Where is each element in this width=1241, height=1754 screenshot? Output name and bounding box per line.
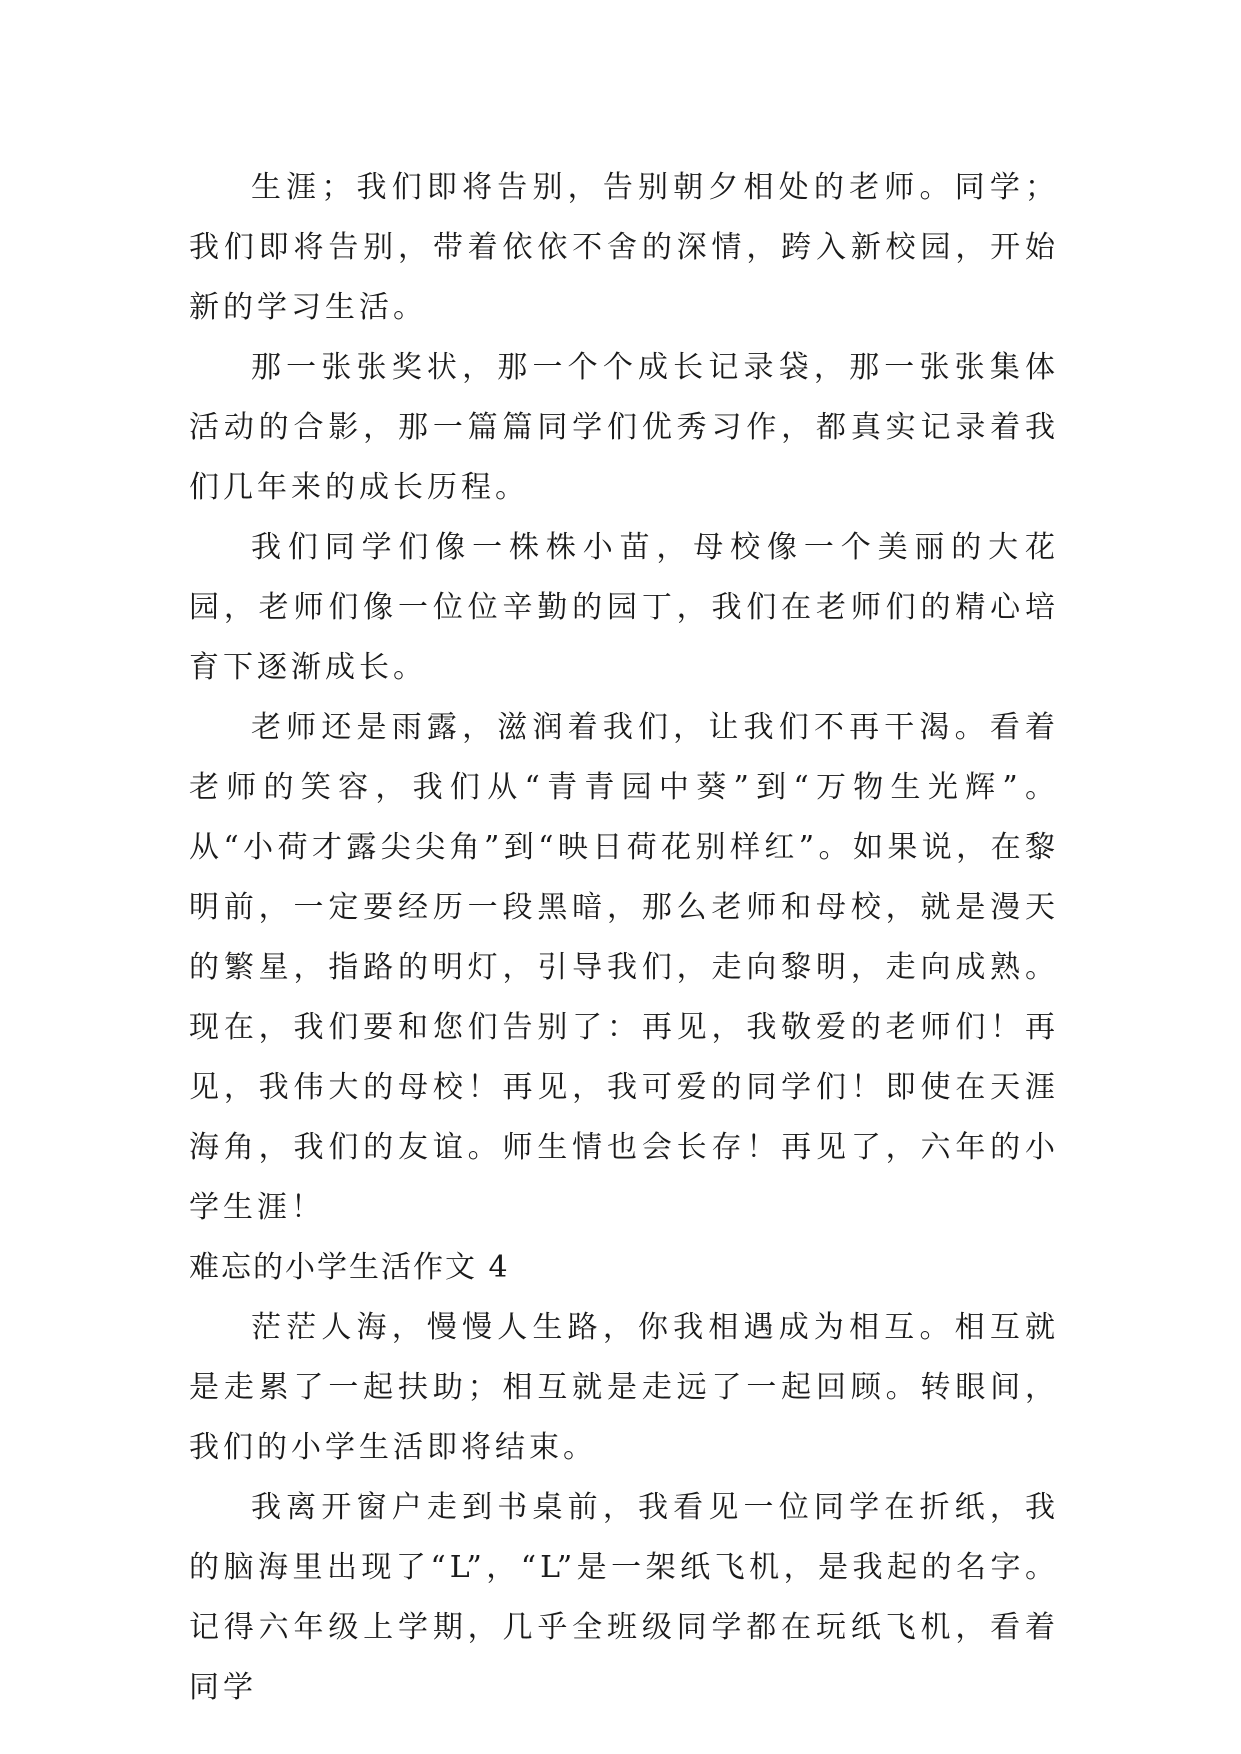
document-body [189,158,1059,1718]
paragraph: 我们同学们像一株株小苗，母校像一个美丽的大花园，老师们像一位位辛勤的园丁，我们在老师们的精心培育下逐渐成长。 [189,530,1059,685]
paragraph: 茫茫人海，慢慢人生路，你我相遇成为相互。相互就是走累了一起扶助；相互就是走远了一起回顾。转眼间，我们的小学生活即将结束。 [189,1310,1059,1465]
paragraph: 那一张张奖状，那一个个成长记录袋，那一张张集体活动的合影，那一篇篇同学们优秀习作，都真实记录着我们几年来的成长历程。 [189,350,1059,505]
paragraph: 我离开窗户走到书桌前，我看见一位同学在折纸，我的脑海里出现了“L”，“L”是一架纸飞机，是我起的名字。记得六年级上学期，几乎全班级同学都在玩纸飞机，看着同学 [189,1490,1059,1705]
paragraph: 老师还是雨露，滋润着我们，让我们不再干渴。看着老师的笑容，我们从“青青园中葵”到“万物生光辉”。从“小荷才露尖尖角”到“映日荷花别样红”。如果说，在黎明前，一定要经历一段黑暗，那么老师和母校，就是漫天的繁星，指路的明灯，引导我们，走向黎明，走向成熟。现在，我们要和您们告别了：再见，我敬爱的老师们！再见，我伟大的母校！再见，我可爱的同学们！即使在天涯海角，我们的友谊。师生情也会长存！再见了，六年的小学生涯！ [189,710,1059,1225]
paragraph: 生涯；我们即将告别，告别朝夕相处的老师。同学；我们即将告别，带着依依不舍的深情，跨入新校园，开始新的学习生活。 [189,170,1059,325]
section-heading: 难忘的小学生活作文 4 [189,1250,510,1285]
